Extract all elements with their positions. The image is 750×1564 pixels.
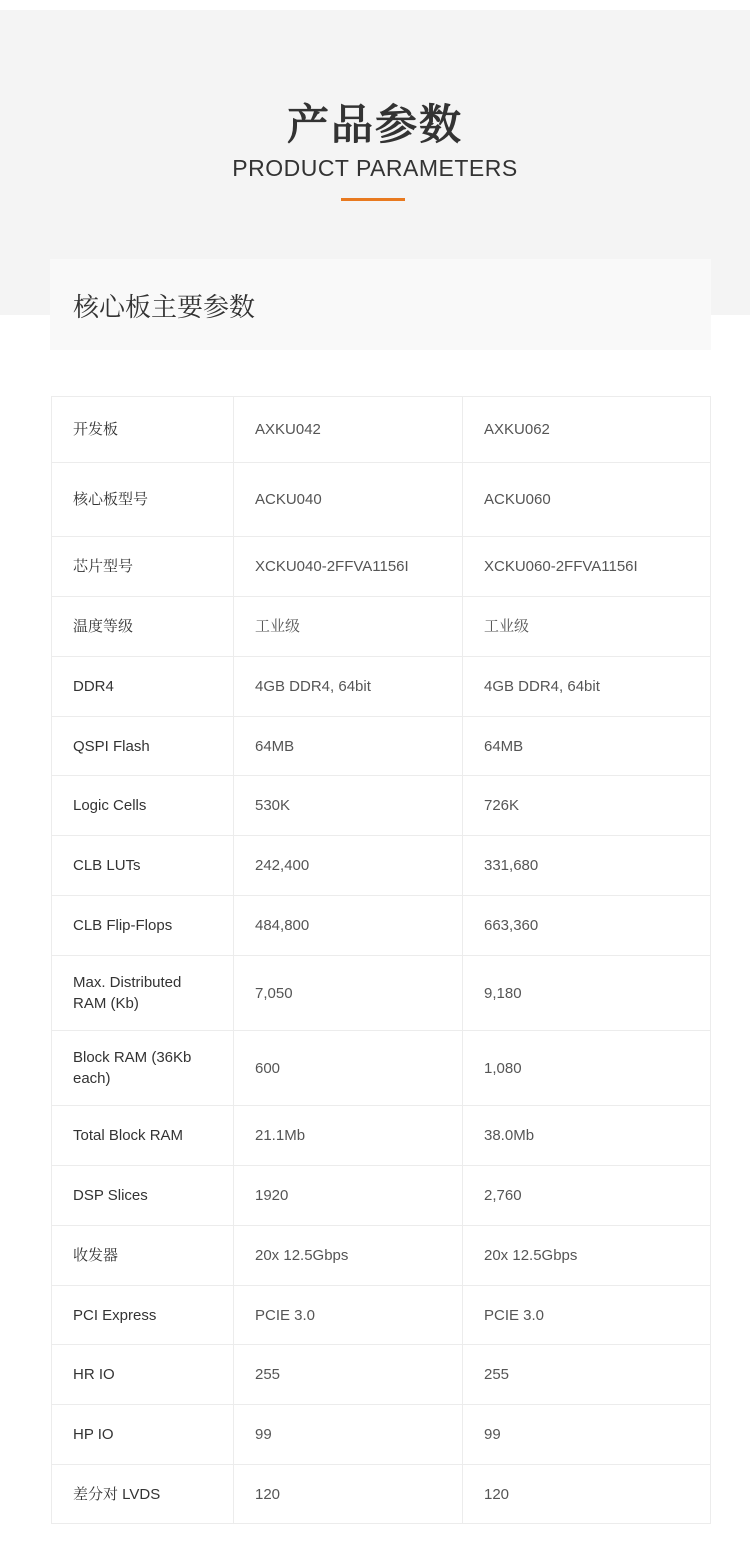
param-label: 芯片型号	[52, 537, 234, 597]
axku042-value: 120	[234, 1465, 463, 1524]
param-label: QSPI Flash	[52, 717, 234, 776]
table-row	[52, 1166, 711, 1226]
axku042-value: 484,800	[234, 896, 463, 956]
axku042-value: 255	[234, 1345, 463, 1405]
table-row	[52, 1286, 711, 1345]
axku042-value: AXKU042	[234, 397, 463, 463]
table-row	[52, 1031, 711, 1106]
section-header	[50, 259, 711, 350]
param-label: CLB Flip-Flops	[52, 896, 234, 956]
axku062-value: AXKU062	[463, 397, 711, 463]
param-label: Logic Cells	[52, 776, 234, 836]
axku062-value: 255	[463, 1345, 711, 1405]
param-label: 收发器	[52, 1226, 234, 1286]
table-row	[52, 956, 711, 1031]
axku042-value: 21.1Mb	[234, 1106, 463, 1166]
table-row	[52, 1226, 711, 1286]
param-label: HR IO	[52, 1345, 234, 1405]
param-label: DDR4	[52, 657, 234, 717]
axku062-value: 1,080	[463, 1031, 711, 1106]
axku042-value: 530K	[234, 776, 463, 836]
table-row	[52, 776, 711, 836]
param-label: PCI Express	[52, 1286, 234, 1345]
axku042-value: 20x 12.5Gbps	[234, 1226, 463, 1286]
page-title: 产品参数	[286, 100, 463, 149]
axku062-value: 726K	[463, 776, 711, 836]
table-row	[52, 1465, 711, 1524]
title-underline	[341, 198, 405, 201]
param-label: Block RAM (36Kb each)	[52, 1031, 234, 1106]
axku062-value: 9,180	[463, 956, 711, 1031]
axku042-value: PCIE 3.0	[234, 1286, 463, 1345]
axku062-value: PCIE 3.0	[463, 1286, 711, 1345]
axku042-value: 4GB DDR4, 64bit	[234, 657, 463, 717]
table-row	[52, 657, 711, 717]
param-label: Total Block RAM	[52, 1106, 234, 1166]
axku042-value: 99	[234, 1405, 463, 1465]
axku042-value: 600	[234, 1031, 463, 1106]
axku062-value: 120	[463, 1465, 711, 1524]
axku042-value: XCKU040-2FFVA1156I	[234, 537, 463, 597]
axku062-value: 331,680	[463, 836, 711, 896]
axku062-value: XCKU060-2FFVA1156I	[463, 537, 711, 597]
param-label: 温度等级	[52, 597, 234, 657]
axku042-value: 1920	[234, 1166, 463, 1226]
table-row	[52, 1345, 711, 1405]
table-row	[52, 1405, 711, 1465]
param-label: 核心板型号	[52, 463, 234, 537]
axku042-value: ACKU040	[234, 463, 463, 537]
page-subtitle: PRODUCT PARAMETERS	[232, 155, 518, 181]
axku062-value: 663,360	[463, 896, 711, 956]
table-row	[52, 597, 711, 657]
param-label: 差分对 LVDS	[52, 1465, 234, 1524]
table-row	[52, 463, 711, 537]
axku042-value: 242,400	[234, 836, 463, 896]
axku042-value: 工业级	[234, 597, 463, 657]
table-row	[52, 717, 711, 776]
param-label: 开发板	[52, 397, 234, 463]
axku042-value: 7,050	[234, 956, 463, 1031]
axku062-value: ACKU060	[463, 463, 711, 537]
axku062-value: 99	[463, 1405, 711, 1465]
table-row	[52, 1106, 711, 1166]
param-label: DSP Slices	[52, 1166, 234, 1226]
table-row	[52, 537, 711, 597]
param-label: HP IO	[52, 1405, 234, 1465]
parameters-table	[51, 396, 711, 1524]
axku062-value: 4GB DDR4, 64bit	[463, 657, 711, 717]
table-row	[52, 836, 711, 896]
axku062-value: 64MB	[463, 717, 711, 776]
axku062-value: 38.0Mb	[463, 1106, 711, 1166]
section-title: 核心板主要参数	[73, 293, 256, 323]
param-label: CLB LUTs	[52, 836, 234, 896]
table-row	[52, 397, 711, 463]
axku042-value: 64MB	[234, 717, 463, 776]
table-row	[52, 896, 711, 956]
param-label: Max. Distributed RAM (Kb)	[52, 956, 234, 1031]
axku062-value: 工业级	[463, 597, 711, 657]
axku062-value: 20x 12.5Gbps	[463, 1226, 711, 1286]
axku062-value: 2,760	[463, 1166, 711, 1226]
